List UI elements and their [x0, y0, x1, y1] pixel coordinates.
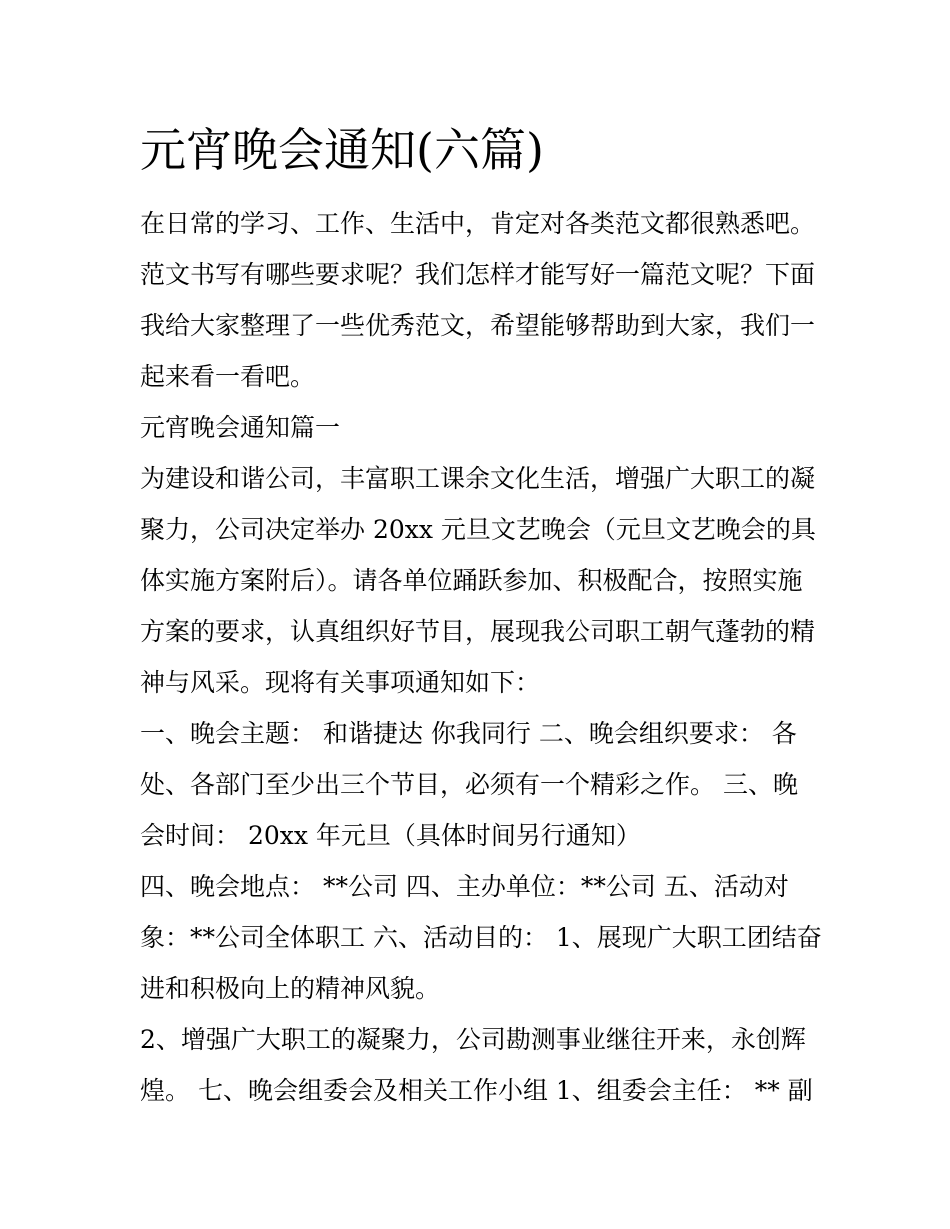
- text-line: 会时间： 20xx 年元旦（具体时间另行通知）: [140, 821, 641, 850]
- text-line: 方案的要求，认真组织好节目，展现我公司职工朝气蓬勃的精: [140, 617, 816, 646]
- text-line: 一、晚会主题： 和谐捷达 你我同行 二、晚会组织要求： 各: [140, 719, 797, 748]
- text-line: 体实施方案附后）。请各单位踊跃参加、积极配合，按照实施: [140, 566, 803, 595]
- document-body: [140, 198, 820, 1116]
- text-line: 煌。 七、晚会组委会及相关工作小组 1、组委会主任： ** 副: [140, 1076, 813, 1105]
- text-line: 处、各部门至少出三个节目，必须有一个精彩之作。 三、晚: [140, 770, 798, 799]
- text-line: 进和积极向上的精神风貌。: [140, 974, 441, 1003]
- text-line: 为建设和谐公司，丰富职工课余文化生活，增强广大职工的凝: [140, 464, 816, 493]
- text-line: 起来看一看吧。: [140, 362, 316, 391]
- text-line: 我给大家整理了一些优秀范文，希望能够帮助到大家，我们一: [140, 311, 816, 340]
- text-line: 在日常的学习、工作、生活中，肯定对各类范文都很熟悉吧。: [140, 209, 816, 238]
- text-line: 聚力，公司决定举办 20xx 元旦文艺晚会（元旦文艺晚会的具: [140, 515, 816, 544]
- section-heading: 元宵晚会通知篇一: [140, 413, 341, 442]
- text-line: 神与风采。现将有关事项通知如下：: [140, 668, 541, 697]
- text-line: 2、增强广大职工的凝聚力，公司勘测事业继往开来，永创辉: [140, 1025, 806, 1054]
- text-line: 四、晚会地点： **公司 四、主办单位：**公司 五、活动对: [140, 872, 789, 901]
- text-line: 范文书写有哪些要求呢？我们怎样才能写好一篇范文呢？下面: [140, 260, 816, 289]
- text-line: 象：**公司全体职工 六、活动目的： 1、展现广大职工团结奋: [140, 923, 822, 952]
- document-title: 元宵晚会通知(六篇): [140, 123, 544, 177]
